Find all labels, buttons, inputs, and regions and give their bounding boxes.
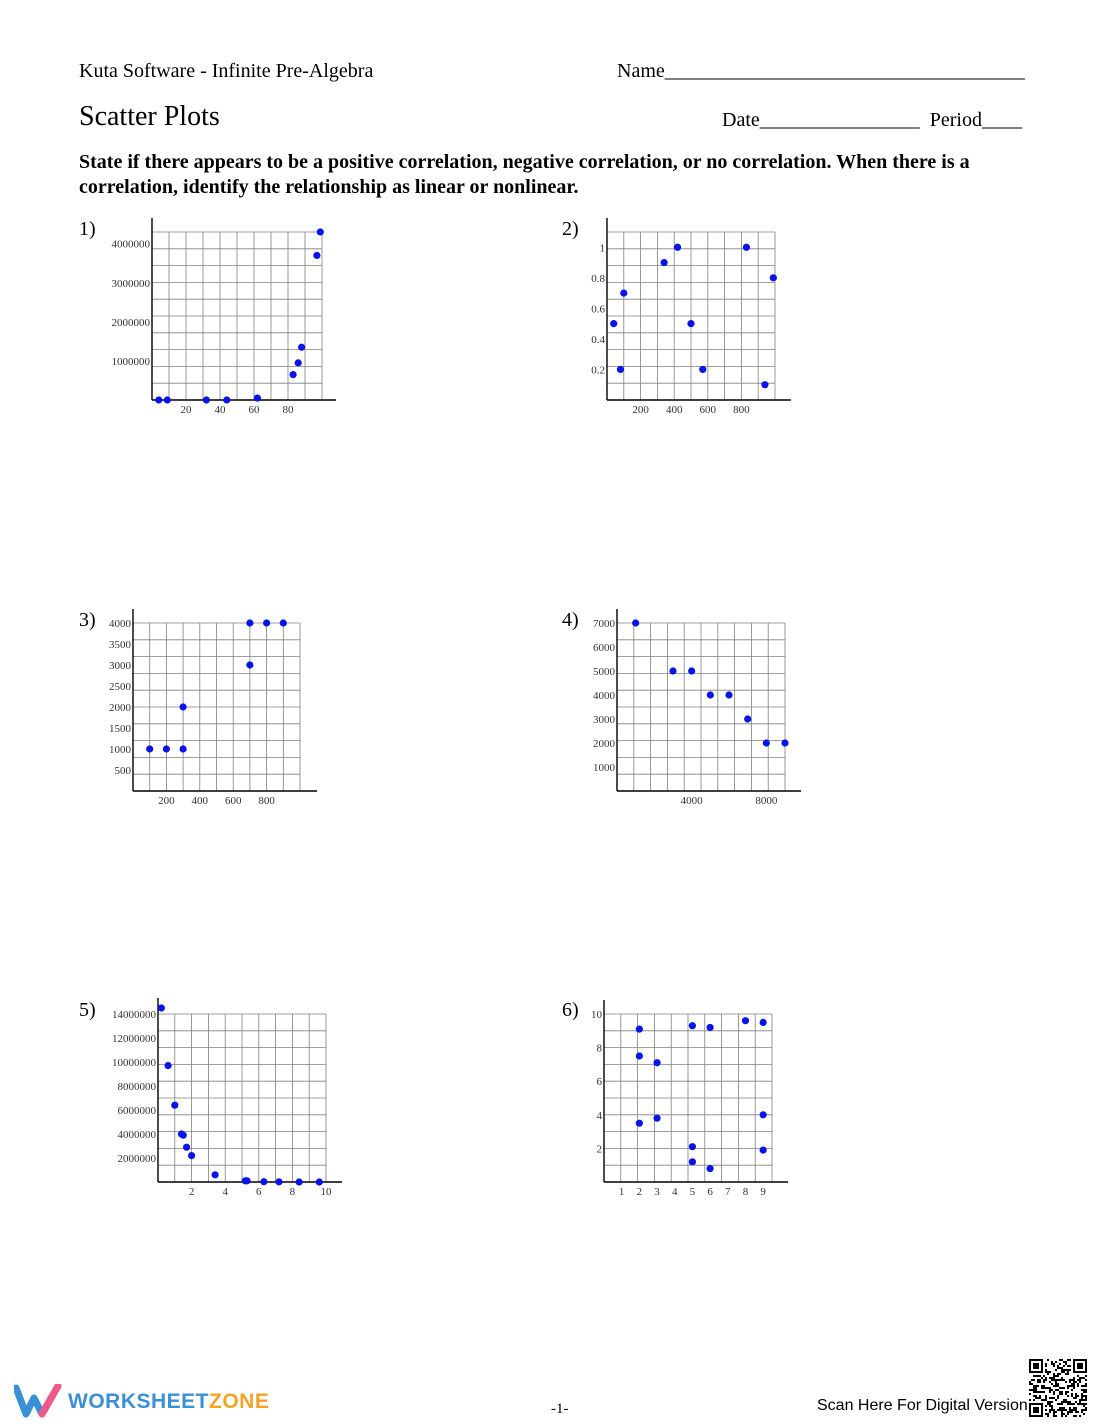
y-tick-label: 12000000 bbox=[112, 1033, 156, 1045]
data-point bbox=[763, 739, 770, 746]
x-tick-label: 10 bbox=[320, 1186, 332, 1198]
x-tick-label: 5 bbox=[689, 1186, 696, 1198]
y-tick-label: 4000 bbox=[109, 618, 131, 630]
data-point bbox=[760, 1019, 767, 1026]
y-tick-label: 2000 bbox=[109, 702, 131, 714]
x-tick-label: 8000 bbox=[755, 795, 778, 807]
x-tick-label: 400 bbox=[665, 404, 683, 416]
problem-number: 5) bbox=[79, 999, 96, 1021]
problem-number: 6) bbox=[562, 999, 579, 1021]
y-tick-label: 500 bbox=[114, 765, 131, 777]
data-point bbox=[632, 619, 639, 626]
qr-code-icon[interactable] bbox=[1029, 1359, 1087, 1417]
y-tick-label: 3000 bbox=[109, 660, 131, 672]
data-point bbox=[699, 366, 706, 373]
data-point bbox=[180, 703, 187, 710]
x-tick-label: 20 bbox=[180, 404, 192, 416]
data-point bbox=[707, 1165, 714, 1172]
brand-name-worksheet: WORKSHEET bbox=[68, 1390, 209, 1413]
y-tick-label: 1000000 bbox=[111, 355, 150, 368]
data-point bbox=[296, 1178, 303, 1185]
data-point bbox=[146, 745, 153, 752]
data-point bbox=[689, 1143, 696, 1150]
problem-number: 2) bbox=[562, 218, 579, 240]
data-point bbox=[661, 259, 668, 266]
x-tick-label: 8 bbox=[742, 1186, 749, 1198]
x-tick-label: 4 bbox=[671, 1186, 678, 1198]
data-point bbox=[636, 1052, 643, 1059]
x-tick-label: 400 bbox=[191, 795, 209, 807]
y-tick-label: 8 bbox=[596, 1042, 602, 1055]
data-point bbox=[164, 1062, 171, 1069]
grid bbox=[607, 232, 775, 400]
y-tick-label: 0.2 bbox=[591, 364, 605, 377]
data-point bbox=[298, 344, 305, 351]
y-tick-label: 0.6 bbox=[591, 303, 605, 316]
y-tick-label: 1000 bbox=[109, 744, 131, 756]
x-tick-label: 80 bbox=[282, 404, 294, 416]
grid bbox=[604, 1014, 772, 1182]
data-point bbox=[653, 1059, 660, 1066]
problem-number: 4) bbox=[562, 609, 579, 631]
data-point bbox=[254, 394, 261, 401]
data-point bbox=[313, 252, 320, 259]
data-point bbox=[243, 1177, 250, 1184]
y-tick-label: 4 bbox=[596, 1109, 602, 1122]
y-tick-label: 3500 bbox=[109, 639, 131, 651]
x-tick-label: 1 bbox=[618, 1186, 625, 1198]
data-point bbox=[636, 1120, 643, 1127]
data-point bbox=[707, 691, 714, 698]
data-point bbox=[275, 1178, 282, 1185]
x-tick-label: 8 bbox=[289, 1186, 296, 1198]
y-tick-label: 2000000 bbox=[117, 1153, 156, 1165]
data-point bbox=[164, 396, 171, 403]
data-point bbox=[760, 1111, 767, 1118]
y-tick-label: 2 bbox=[596, 1143, 602, 1156]
scatter-plot-3 bbox=[100, 602, 330, 812]
x-tick-label: 800 bbox=[258, 795, 275, 807]
data-point bbox=[620, 289, 627, 296]
data-point bbox=[610, 320, 617, 327]
data-point bbox=[770, 274, 777, 281]
y-tick-label: 6000 bbox=[593, 642, 615, 654]
scan-label: Scan Here For Digital Version bbox=[817, 1397, 1028, 1414]
grid bbox=[617, 623, 785, 791]
data-point bbox=[290, 371, 297, 378]
problem-number: 3) bbox=[79, 609, 96, 631]
data-point bbox=[688, 667, 695, 674]
y-tick-label: 10000000 bbox=[112, 1057, 156, 1069]
page-title: Scatter Plots bbox=[79, 101, 220, 132]
y-tick-label: 1000 bbox=[593, 762, 615, 774]
logo-mark-icon bbox=[14, 1384, 62, 1418]
x-tick-label: 7 bbox=[725, 1186, 731, 1198]
y-tick-label: 1 bbox=[599, 242, 605, 255]
y-tick-label: 4000 bbox=[593, 690, 615, 702]
publisher-label: Kuta Software - Infinite Pre-Algebra bbox=[79, 60, 374, 82]
scatter-plot-5 bbox=[100, 992, 350, 1202]
data-point bbox=[171, 1102, 178, 1109]
x-tick-label: 800 bbox=[733, 404, 750, 416]
x-tick-label: 600 bbox=[224, 795, 242, 807]
y-tick-label: 0.4 bbox=[591, 333, 605, 346]
data-point bbox=[744, 715, 751, 722]
data-point bbox=[687, 320, 694, 327]
data-point bbox=[280, 619, 287, 626]
data-point bbox=[203, 396, 210, 403]
name-field-line: Name____________________________________ bbox=[617, 60, 1025, 82]
data-point bbox=[761, 381, 768, 388]
data-point bbox=[617, 366, 624, 373]
y-tick-label: 3000 bbox=[593, 714, 615, 726]
data-point bbox=[674, 244, 681, 251]
data-point bbox=[212, 1171, 219, 1178]
brand-name-zone: ZONE bbox=[209, 1390, 270, 1413]
data-point bbox=[760, 1146, 767, 1153]
data-point bbox=[725, 691, 732, 698]
data-point bbox=[163, 745, 170, 752]
scatter-plot-2 bbox=[575, 212, 800, 422]
data-point bbox=[636, 1026, 643, 1033]
data-point bbox=[653, 1115, 660, 1122]
x-tick-label: 600 bbox=[699, 404, 717, 416]
worksheetzone-logo bbox=[14, 1384, 62, 1418]
y-tick-label: 6000000 bbox=[117, 1105, 156, 1117]
data-point bbox=[689, 1022, 696, 1029]
date-period-line: Date________________ Period____ bbox=[722, 109, 1022, 131]
y-tick-label: 2000000 bbox=[111, 316, 150, 329]
x-tick-label: 6 bbox=[256, 1186, 262, 1198]
y-tick-label: 4000000 bbox=[117, 1129, 156, 1141]
data-point bbox=[669, 667, 676, 674]
x-tick-label: 2 bbox=[188, 1186, 195, 1198]
grid bbox=[158, 1014, 326, 1182]
x-tick-label: 60 bbox=[248, 404, 260, 416]
scatter-plot-4 bbox=[575, 602, 810, 812]
brand-name bbox=[68, 1390, 269, 1414]
problem-number: 1) bbox=[79, 218, 96, 240]
qr-code-graphic bbox=[1029, 1359, 1087, 1417]
data-point bbox=[158, 1004, 165, 1011]
grid bbox=[133, 623, 300, 791]
data-point bbox=[246, 661, 253, 668]
x-tick-label: 2 bbox=[636, 1186, 643, 1198]
x-tick-label: 9 bbox=[760, 1186, 766, 1198]
y-tick-label: 1500 bbox=[109, 723, 131, 735]
scatter-plot-1 bbox=[100, 212, 345, 422]
data-point bbox=[188, 1152, 195, 1159]
data-point bbox=[743, 244, 750, 251]
data-point bbox=[707, 1024, 714, 1031]
y-tick-label: 7000 bbox=[593, 618, 615, 630]
y-tick-label: 6 bbox=[596, 1076, 602, 1089]
data-point bbox=[316, 1178, 323, 1185]
data-point bbox=[223, 396, 230, 403]
x-tick-label: 200 bbox=[158, 795, 175, 807]
data-point bbox=[263, 619, 270, 626]
data-point bbox=[260, 1178, 267, 1185]
instructions: State if there appears to be a positive correlation, negative correlation, or no correlation. When there is a correlation, identify the relationship as linear or nonlinear. bbox=[79, 151, 970, 198]
data-point bbox=[183, 1144, 190, 1151]
x-tick-label: 4000 bbox=[680, 795, 703, 807]
y-tick-label: 2500 bbox=[109, 681, 131, 693]
data-point bbox=[155, 396, 162, 403]
y-tick-label: 8000000 bbox=[117, 1081, 156, 1093]
y-tick-label: 10 bbox=[591, 1009, 602, 1021]
data-point bbox=[742, 1017, 749, 1024]
page-number: -1- bbox=[551, 1401, 569, 1417]
y-tick-label: 2000 bbox=[593, 738, 615, 750]
x-tick-label: 6 bbox=[707, 1186, 713, 1198]
data-point bbox=[689, 1158, 696, 1165]
scatter-plot-6 bbox=[575, 992, 800, 1202]
x-tick-label: 40 bbox=[214, 404, 226, 416]
data-point bbox=[295, 359, 302, 366]
x-tick-label: 4 bbox=[222, 1186, 228, 1198]
data-point bbox=[180, 1132, 187, 1139]
y-tick-label: 0.8 bbox=[591, 272, 605, 285]
y-tick-label: 4000000 bbox=[111, 238, 150, 251]
data-point bbox=[317, 228, 324, 235]
data-point bbox=[781, 739, 788, 746]
data-point bbox=[180, 745, 187, 752]
y-tick-label: 14000000 bbox=[112, 1009, 156, 1021]
x-tick-label: 200 bbox=[632, 404, 649, 416]
y-tick-label: 5000 bbox=[593, 666, 615, 678]
data-point bbox=[246, 619, 253, 626]
y-tick-label: 3000000 bbox=[111, 277, 150, 290]
x-tick-label: 3 bbox=[654, 1186, 660, 1198]
